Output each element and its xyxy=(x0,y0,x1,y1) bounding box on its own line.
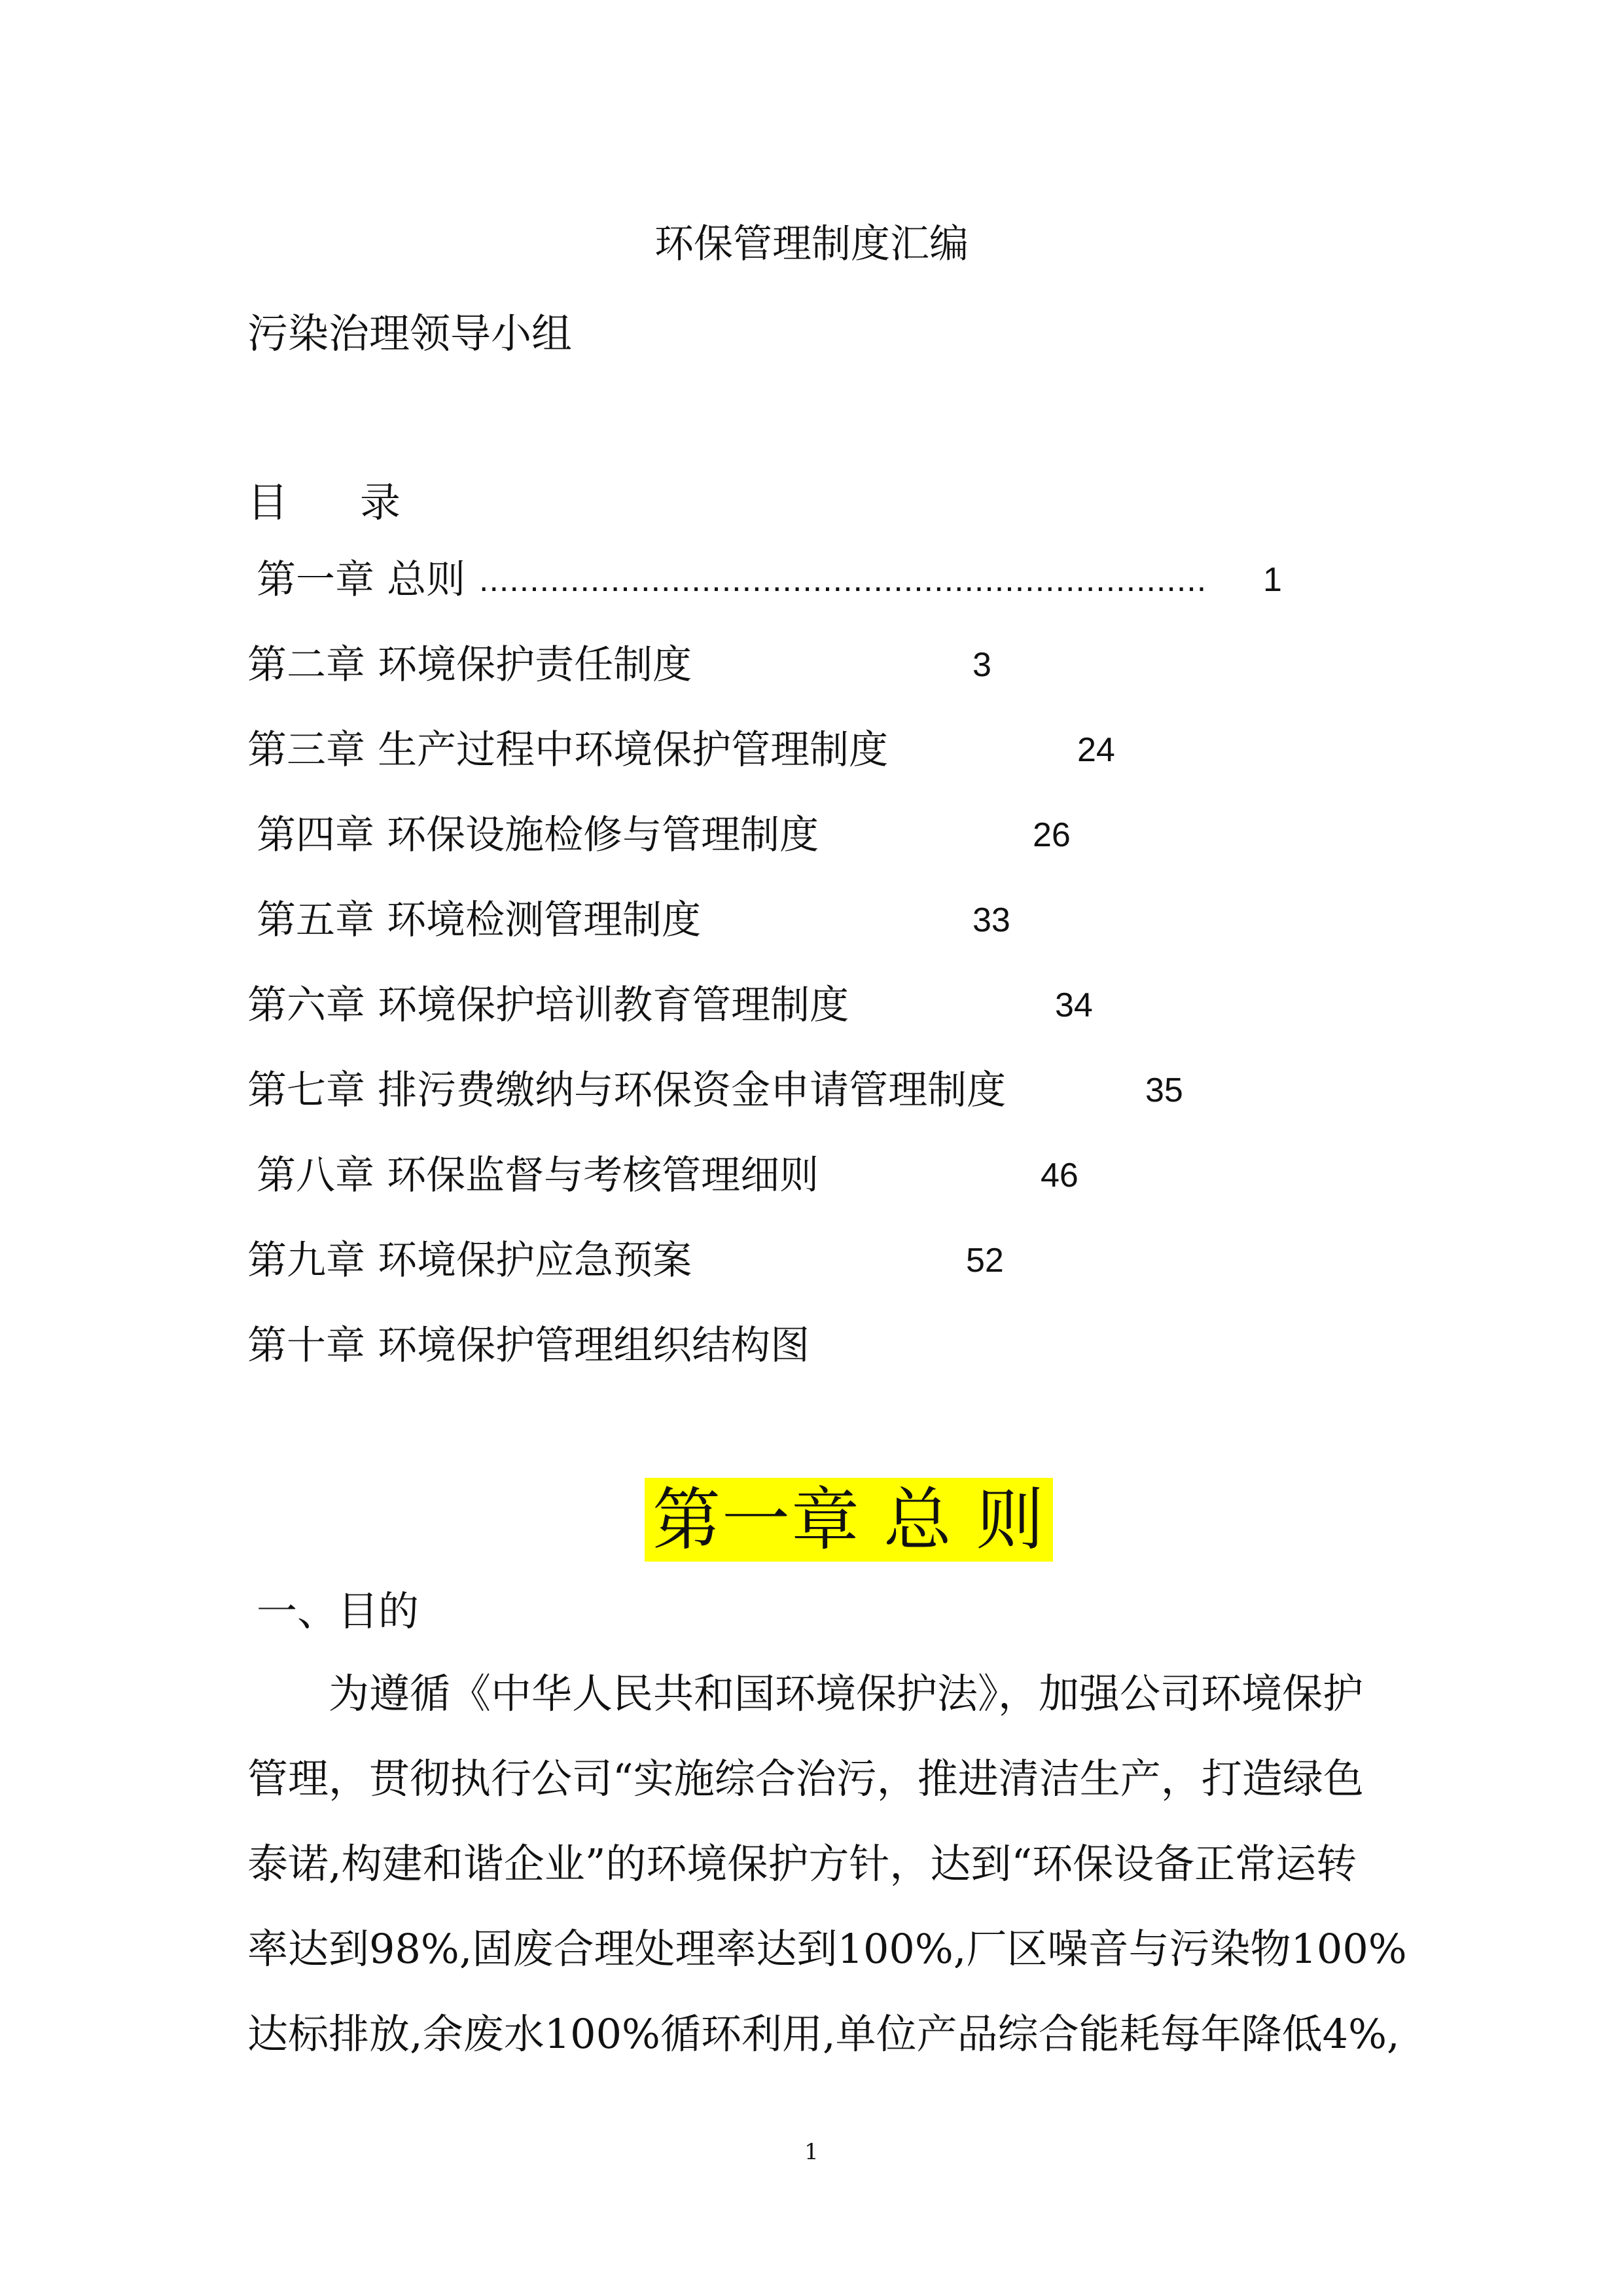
toc-heading-right: 录 xyxy=(360,478,401,526)
toc-entry-8-page: 46 xyxy=(1041,1157,1079,1194)
toc-entry-6-title[interactable]: 第六章 环境保护培训教育管理制度 xyxy=(247,982,849,1028)
toc-entry-7-title[interactable]: 第七章 排污费缴纳与环保资金申请管理制度 xyxy=(247,1067,1007,1113)
organization-name: 污染治理领导小组 xyxy=(247,310,573,357)
toc-entry-7-page: 35 xyxy=(1145,1071,1183,1109)
paragraph-line-2: 管理，贯彻执行公司“实施综合治污，推进清洁生产，打造绿色 xyxy=(247,1755,1364,1803)
toc-entry-2-page: 3 xyxy=(972,646,991,684)
toc-entry-1-leader: ........................................................................ xyxy=(479,561,1207,599)
toc-entry-3-title[interactable]: 第三章 生产过程中环境保护管理制度 xyxy=(247,727,889,773)
toc-entry-4-title[interactable]: 第四章 环保设施检修与管理制度 xyxy=(257,812,819,858)
toc-entry-4-page: 26 xyxy=(1033,816,1071,854)
toc-entry-5-title[interactable]: 第五章 环境检测管理制度 xyxy=(257,897,702,943)
toc-heading-left: 目 xyxy=(247,478,289,526)
paragraph-line-1: 为遵循《中华人民共和国环境保护法》，加强公司环境保护 xyxy=(329,1670,1364,1717)
toc-entry-9-page: 52 xyxy=(966,1242,1004,1280)
paragraph-line-5: 达标排放,余废水100%循环利用,单位产品综合能耗每年降低4%, xyxy=(247,2010,1400,2058)
paragraph-line-3: 泰诺,构建和谐企业”的环境保护方针，达到“环保设备正常运转 xyxy=(247,1840,1357,1888)
toc-entry-3-page: 24 xyxy=(1077,731,1115,769)
toc-entry-9-title[interactable]: 第九章 环境保护应急预案 xyxy=(247,1238,692,1283)
toc-entry-1-page: 1 xyxy=(1263,561,1282,599)
toc-entry-5-page: 33 xyxy=(972,901,1010,939)
toc-entry-6-page: 34 xyxy=(1055,986,1093,1024)
toc-entry-2-title[interactable]: 第二章 环境保护责任制度 xyxy=(247,642,692,688)
toc-heading xyxy=(247,470,401,528)
toc-entry-8-title[interactable]: 第八章 环保监督与考核管理细则 xyxy=(257,1153,819,1198)
paragraph-line-4: 率达到98%,固废合理处理率达到100%,厂区噪音与污染物100% xyxy=(247,1925,1407,1973)
page-number: 1 xyxy=(804,2139,819,2165)
toc-entry-10-title[interactable]: 第十章 环境保护管理组织结构图 xyxy=(247,1323,810,1369)
document-title: 环保管理制度汇编 xyxy=(654,221,969,267)
chapter-1-heading: 第一章 总 则 xyxy=(645,1478,1053,1562)
section-purpose-heading: 一、目的 xyxy=(257,1587,419,1635)
toc-entry-1-title[interactable]: 第一章 总则 xyxy=(257,557,466,603)
